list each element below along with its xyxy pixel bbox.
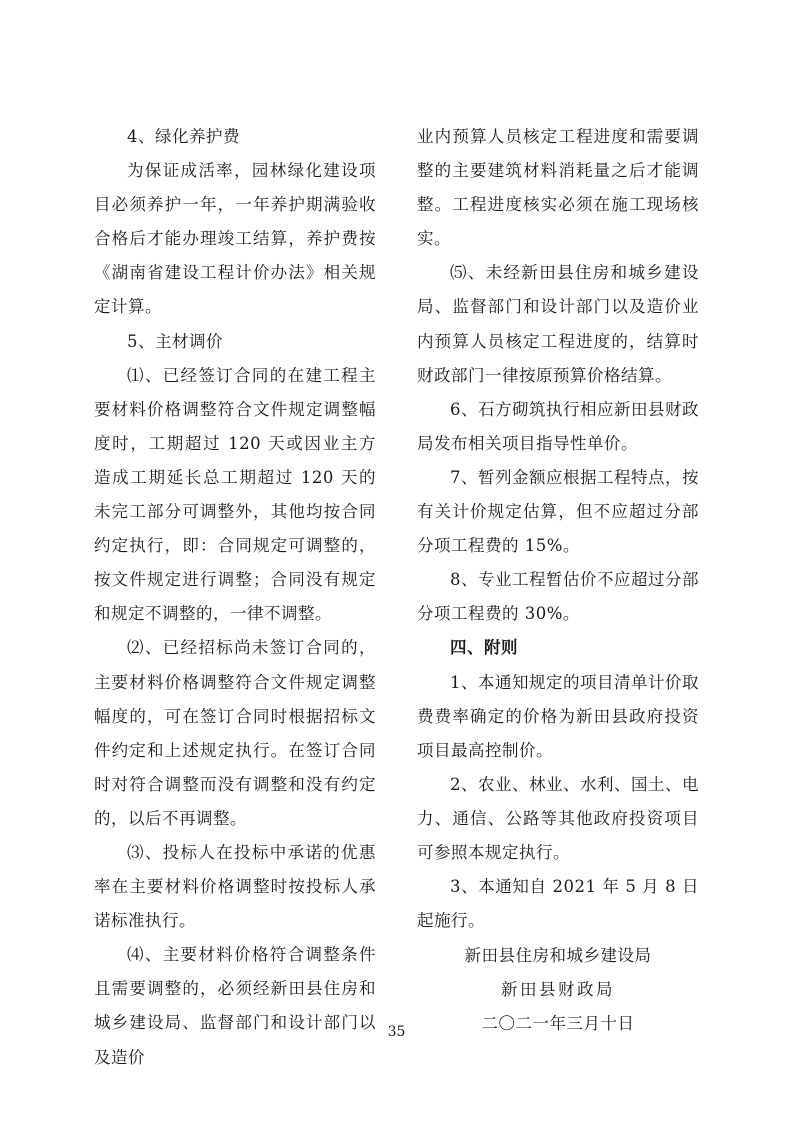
signature-date: 二〇二一年三月十日 xyxy=(481,1014,635,1034)
item-provisional-sum: 7、暂列金额应根据工程特点，按有关计价规定估算，但不应超过分部分项工程费的 15%。 xyxy=(417,467,699,556)
appendix-item-2: 2、农业、林业、水利、国土、电力、通信、公路等其他政府投资项目可参照本规定执行。 xyxy=(417,774,699,862)
clause-1: ⑴、已经签订合同的在建工程主要材料价格调整符合文件规定调整幅度时，工期超过 120 天或因业主方造成工期延长总工期超过 120 天的未完工部分可调整外，其他均按合同约定执行，即：合同规定可调整的，按文件规定进行调整；合同没有规定和规定不调整的，一律不调整。 xyxy=(94,365,376,624)
heading-material-price-adjustment: 5、主材调价 xyxy=(127,331,223,351)
right-column xyxy=(417,120,699,1042)
appendix-item-3: 3、本通知自 2021 年 5 月 8 日起施行。 xyxy=(417,877,699,931)
appendix-item-1: 1、本通知规定的项目清单计价取费费率确定的价格为新田县政府投资项目最高控制价。 xyxy=(417,672,699,760)
item-stone-masonry: 6、石方砌筑执行相应新田县财政局发布相关项目指导性单价。 xyxy=(417,399,699,453)
signature-finance-bureau: 新田县财政局 xyxy=(501,980,615,1000)
heading-greening-maintenance: 4、绿化养护费 xyxy=(127,127,240,146)
signature-housing-bureau: 新田县住房和城乡建设局 xyxy=(464,946,652,966)
clause-4: ⑷、主要材料价格符合调整条件且需要调整的，必须经新田县住房和城乡建设局、监督部门和设计部门以及造价 xyxy=(94,945,376,1067)
item-provisional-estimate: 8、专业工程暂估价不应超过分部分项工程费的 30%。 xyxy=(417,570,699,624)
clause-5: ⑸、未经新田县住房和城乡建设局、监督部门和设计部门以及造价业内预算人员核定工程进度的，结算时财政部门一律按原预算价格结算。 xyxy=(417,263,699,385)
clause-2: ⑵、已经招标尚未签订合同的，主要材料价格调整符合文件规定调整幅度的，可在签订合同时根据招标文件约定和上述规定执行。在签订合同时对符合调整而没有调整和没有约定的，以后不再调整。 xyxy=(94,638,376,828)
paragraph-greening-maintenance: 为保证成活率，园林绿化建设项目必须养护一年，一年养护期满验收合格后才能办理竣工结算，养护费按《湖南省建设工程计价办法》相关规定计算。 xyxy=(94,161,376,317)
left-column xyxy=(94,120,376,1075)
clause-3: ⑶、投标人在投标中承诺的优惠率在主要材料价格调整时按投标人承诺标准执行。 xyxy=(94,842,376,931)
clause-4-continued: 业内预算人员核定工程进度和需要调整的主要建筑材料消耗量之后才能调整。工程进度核实必须在施工现场核实。 xyxy=(417,127,699,249)
page-number: 35 xyxy=(387,1024,406,1040)
section-heading-appendix: 四、附则 xyxy=(450,638,518,658)
